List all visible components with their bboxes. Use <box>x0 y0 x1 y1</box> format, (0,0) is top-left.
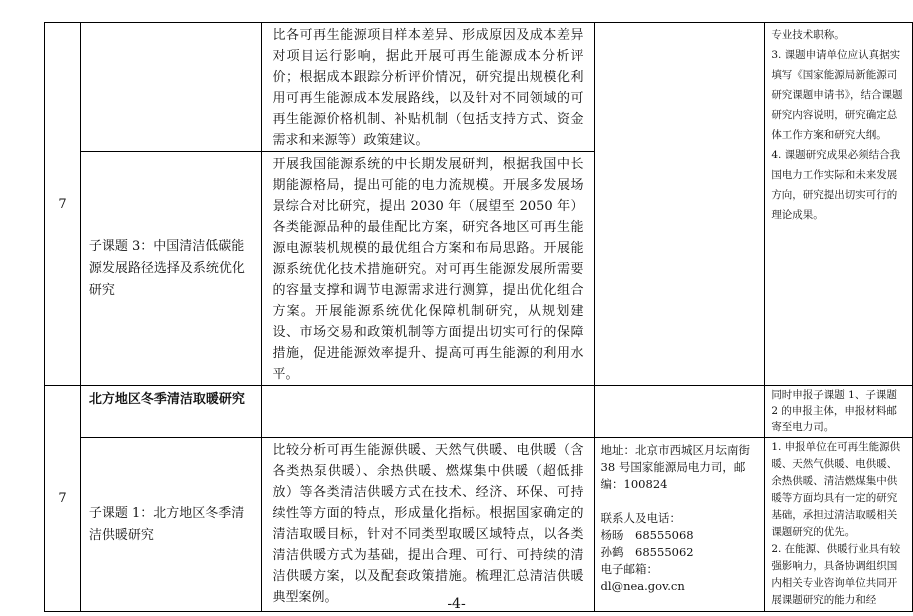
content-cell <box>262 23 594 152</box>
table-row <box>45 386 913 438</box>
content-text: 比各可再生能源项目样本差异、形成原因及成本差异对项目运行影响，据此开展可再生能源成本分析评价；根据成本跟踪分析评价情况，研究提出规模化利用可再生能源成本发展路线，以及针对不同领域的可再生能源价格机制、补贴机制（包括支持方式、资金需求和来源等）政策建议。 <box>272 28 584 148</box>
contact-person: 杨旸 68555068 <box>600 528 694 542</box>
page-number: -4- <box>447 596 466 612</box>
table-row <box>45 438 913 612</box>
contact-address: 地址：北京市西城区月坛南街 38 号国家能源局电力司，邮编：100824 <box>600 443 751 491</box>
requirement-item: 4. 课题研究成果必须结合我国电力工作实际和未来发展方向，研究提出切实可行的理论成果。 <box>771 149 901 221</box>
requirement-item: 3. 课题申请单位应认真据实填写《国家能源局新能源司研究课题申请书》，结合课题研究内容说明，研究确定总体工作方案和研究大纲。 <box>771 49 903 141</box>
subtopic-title: 子课题 3：中国清洁低碳能源发展路径选择及系统优化研究 <box>80 152 262 386</box>
content-text: 开展我国能源系统的中长期发展研判，根据我国中长期能源格局，提出可能的电力流规模。开展多发展场景综合对比研究，提出 2030 年（展望至 2050 年）各类能源品种的最佳配比方案，研究各地区可再生能源电源装机规模的最优组合方案和布局思路。开展能源系统优化技术措施研究。对可再生能源发展所需要的容量支撑和调节电源需求进行测算，提出优化组合方案。开展能源系统优化保障机制研究，从规划建设、市场交易和政策机制等方面提出切实可行的保障措施，促进能源效率提升、提高可再生能源的利用水平。 <box>272 157 584 382</box>
requirements-cell <box>765 23 913 386</box>
content-cell <box>262 152 594 386</box>
empty-cell <box>594 386 765 438</box>
empty-cell <box>262 386 594 438</box>
contact-person: 孙鹤 68555062 <box>600 545 694 559</box>
contact-heading: 联系人及电话： <box>600 511 682 525</box>
requirement-item: 2. 在能源、供暖行业具有较强影响力，具备协调组织国内相关专业咨询单位共同开展课题研究的能力和经 <box>771 543 901 606</box>
row-number: 7 <box>45 23 81 386</box>
row-number: 7 <box>45 386 81 612</box>
requirement-item: 专业技术职称。 <box>771 29 845 41</box>
content-cell <box>262 438 594 612</box>
contact-cell-empty <box>594 23 765 386</box>
topic-title: 北方地区冬季清洁取暖研究 <box>80 386 262 438</box>
content-text: 比较分析可再生能源供暖、天然气供暖、电供暖（含各类热泵供暖）、余热供暖、燃煤集中供暖（超低排放）等各类清洁供暖方式在技术、经济、环保、可持续性等方面的特点，形成量化指标。根据国家确定的清洁取暖目标，针对不同类型取暖区域特点，以各类清洁供暖方式为基础，提出合理、可行、可持续的清洁供暖方案，以及配套政策措施。梳理汇总清洁供暖典型案例。 <box>272 443 584 605</box>
topics-table <box>44 22 913 612</box>
topic-note: 同时申报子课题 1、子课题 2 的申报主体，申报材料邮寄至电力司。 <box>765 386 913 438</box>
email-label: 电子邮箱： <box>600 562 659 576</box>
requirements-cell <box>765 438 913 612</box>
subtopic-title: 子课题 1：北方地区冬季清洁供暖研究 <box>80 438 262 612</box>
empty-cell <box>80 23 262 152</box>
table-row <box>45 23 913 152</box>
requirement-item: 1. 申报单位在可再生能源供暖、天然气供暖、电供暖、余热供暖、清洁燃煤集中供暖等方面均具有一定的研究基础，承担过清洁取暖相关课题研究的优先。 <box>771 441 901 538</box>
email-address: dl@nea.gov.cn <box>600 579 685 593</box>
contact-cell <box>594 438 765 612</box>
